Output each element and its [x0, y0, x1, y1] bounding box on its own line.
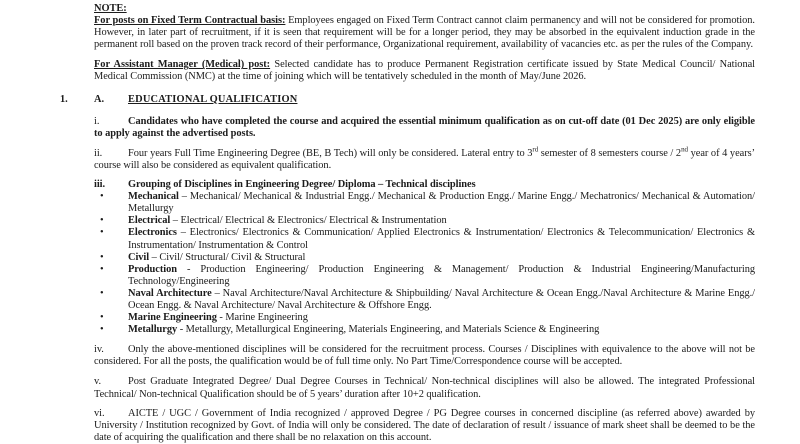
fixed-term-lead: For posts on Fixed Term Contractual basis: [94, 15, 286, 27]
discipline-term: Electrical [128, 215, 171, 227]
discipline-detail: - Production Engineering/ Production Engineering & Management/ Production & Industrial Engineering/Manufacturing Technology/Engineering [128, 263, 755, 287]
section-title: EDUCATIONAL QUALIFICATION [128, 93, 298, 105]
list-item-mechanical [94, 191, 755, 215]
clause-ii-numeral: ii. [94, 147, 103, 159]
section-number: 1. [60, 93, 68, 105]
discipline-detail: - Marine Engineering [216, 312, 308, 324]
bullet-icon: • [100, 312, 104, 324]
disciplines-list [94, 191, 755, 336]
clause-v-text: Post Graduate Integrated Degree/ Dual Degree Courses in Technical/ Non-technical disciplines will also be allowed. The integrated Professional Technical/ Non-technical Qualification should be of 5 years’ duration after 10+2 qualification. [94, 376, 755, 400]
discipline-term: Marine Engineering [128, 312, 217, 324]
list-item-metallurgy [94, 324, 755, 336]
clause-ii-text-3: year of 4 years’ course will also be considered as equivalent qualification. [94, 147, 756, 171]
discipline-term: Metallurgy [128, 324, 178, 336]
discipline-detail: – Electronics/ Electronics & Communication/ Applied Electronics & Instrumentation/ Electronics & Telecommunication/ Electronics & Instrumentation/ Instrumentation & Control [128, 227, 755, 251]
discipline-detail: - Metallurgy, Metallurgical Engineering, Materials Engineering, and Materials Science & Engineering [177, 324, 600, 336]
clause-iv-text: Only the above-mentioned disciplines will be considered for the recruitment process. Courses / Disciplines with equivalence to the above will not be considered. For all the posts, the qualification would be of full time only. No Part Time/Correspondence course will be accepted. [94, 344, 755, 368]
fixed-term-body: Employees engaged on Fixed Term Contract cannot claim permanency and will not be considered for promotion. However, in later part of recruitment, if it is seen that requirement will be for a longer period, they may be absorbed in the equivalent induction grade in the permanent roll based on the proven track record of their performance, Organizational requirement, availability of vacancies etc. as per the rules of the Company. [94, 15, 755, 51]
clause-ii-superscript-1: rd [532, 145, 539, 154]
clause-iii-numeral: iii. [94, 179, 106, 191]
clause-i-numeral: i. [94, 115, 100, 127]
clause-ii-superscript-2: nd [681, 145, 688, 154]
asst-manager-lead: For Assistant Manager (Medical) post: [94, 59, 271, 71]
note-paragraph-asst-manager [94, 59, 755, 83]
discipline-term: Naval Architecture [128, 287, 212, 299]
discipline-detail: – Naval Architecture/Naval Architecture & Shipbuilding/ Naval Architecture & Ocean Engg./Naval Architecture & Marine Engg./ Ocean Engg. & Naval Architecture/ Naval Architecture & Offshore Engg. [128, 287, 756, 311]
clause-v [94, 376, 755, 400]
clause-iv [94, 344, 755, 368]
note-heading-label: NOTE: [94, 3, 127, 14]
clause-vi-text: AICTE / UGC / Government of India recognized / approved Degree / PG Degree courses in concerned discipline (as referred above) awarded by University / Institution recognized by Govt. of India will only be considered. The date of declaration of result / issuance of mark sheet shall be deemed to be the date of acquiring the qualification and there shall be no relaxation on this account. [94, 407, 755, 443]
clause-vi-numeral: vi. [94, 407, 105, 419]
clause-ii [94, 145, 756, 172]
bullet-icon: • [100, 287, 104, 299]
clause-iv-numeral: iv. [94, 344, 104, 356]
list-item-marine-engineering [94, 312, 755, 324]
list-item-production [94, 264, 755, 288]
discipline-term: Electronics [128, 227, 177, 239]
clause-v-numeral: v. [94, 376, 102, 388]
clause-vi [94, 408, 755, 444]
bullet-icon: • [100, 215, 104, 227]
section-heading [60, 94, 800, 106]
clause-i [94, 116, 755, 140]
clause-iii-title: Grouping of Disciplines in Engineering Degree/ Diploma – Technical disciplines [128, 179, 476, 191]
clause-i-text: Candidates who have completed the course and acquired the essential minimum qualification as on cut-off date (01 Dec 2025) are only eligible to apply against the advertised posts. [94, 115, 755, 139]
discipline-term: Mechanical [128, 191, 179, 203]
section-letter: A. [94, 93, 105, 105]
note-heading [94, 3, 755, 15]
discipline-term: Production [128, 263, 177, 275]
bullet-icon: • [100, 324, 104, 336]
asst-manager-body: Selected candidate has to produce Permanent Registration certificate issued by State Medical Council/ National Medical Commission (NMC) at the time of joining which will be tentatively scheduled in the month of May/June 2026. [94, 59, 755, 83]
clause-iii-heading [94, 179, 755, 191]
bullet-icon: • [100, 263, 104, 275]
list-item-electronics [94, 227, 755, 251]
list-item-naval-architecture [94, 288, 755, 312]
bullet-icon: • [100, 227, 104, 239]
bullet-icon: • [100, 191, 104, 203]
discipline-term: Civil [128, 251, 150, 263]
list-item-electrical [94, 215, 755, 227]
discipline-detail: – Electrical/ Electrical & Electronics/ Electrical & Instrumentation [170, 215, 447, 227]
discipline-detail: – Mechanical/ Mechanical & Industrial Engg./ Mechanical & Production Engg./ Marine Engg./ Mechatronics/ Mechanical & Automation/ Metallurgy [128, 191, 755, 215]
clause-ii-text-1: Four years Full Time Engineering Degree (BE, B Tech) will only be considered. Lateral entry to 3 [128, 147, 533, 159]
clause-ii-text-2: semester of 8 semesters course / 2 [538, 147, 682, 159]
bullet-icon: • [100, 251, 104, 263]
list-item-civil [94, 252, 755, 264]
note-paragraph-fixed-term [94, 15, 755, 51]
discipline-detail: – Civil/ Structural/ Civil & Structural [149, 251, 306, 263]
